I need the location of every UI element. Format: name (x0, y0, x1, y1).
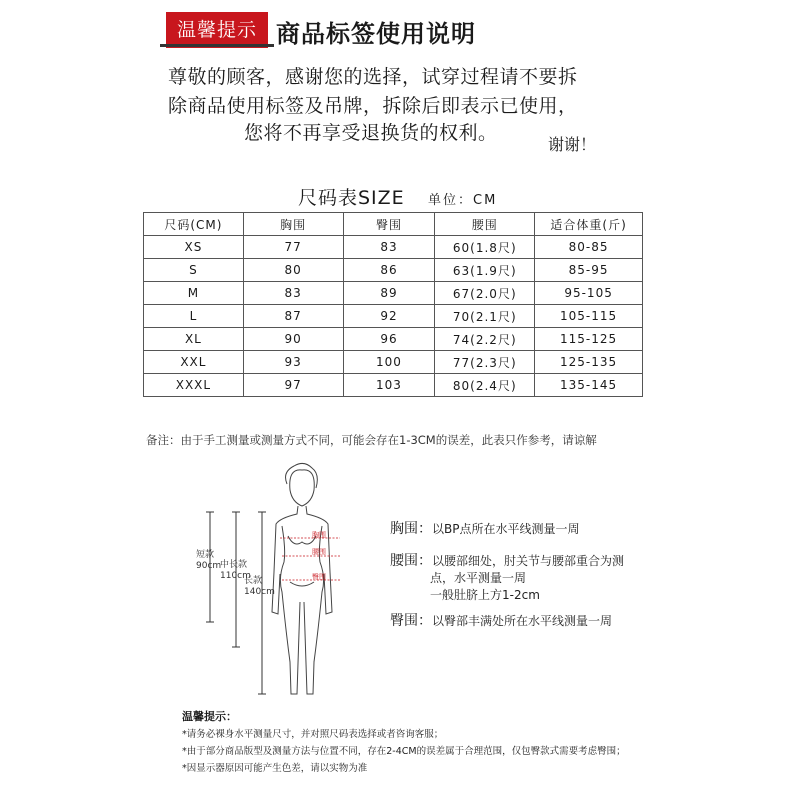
size-chart-unit: 单位：CM (428, 193, 498, 208)
legend-bust-term: 胸围： (390, 521, 432, 537)
table-row (144, 374, 643, 397)
size-chart-title: 尺码表SIZE (298, 187, 405, 209)
cell-hip: 103 (343, 374, 435, 397)
table-row (144, 259, 643, 282)
long-length-value: 140cm (244, 587, 275, 597)
short-length-name: 短款 (196, 550, 215, 560)
header-hip: 臀围 (343, 213, 435, 236)
tips-title: 温馨提示： (182, 710, 237, 723)
header-bust: 胸围 (243, 213, 343, 236)
tip-item-1: *请务必裸身水平测量尺寸，并对照尺码表选择或者咨询客服； (182, 729, 444, 740)
cell-waist: 60(1.8尺) (435, 236, 535, 259)
cell-bust: 80 (243, 259, 343, 282)
cell-bust: 97 (243, 374, 343, 397)
legend-bust (390, 518, 579, 538)
page-title: 商品标签使用说明 (276, 20, 476, 48)
legend-hip-term: 臀围： (390, 613, 432, 629)
thanks-text: 谢谢！ (548, 135, 597, 154)
table-row (144, 328, 643, 351)
cell-size: L (144, 305, 244, 328)
cell-hip: 96 (343, 328, 435, 351)
legend-hip-text: 以臀部丰满处所在水平线测量一周 (432, 614, 613, 628)
table-row (144, 305, 643, 328)
cell-waist: 77(2.3尺) (435, 351, 535, 374)
short-length-value: 90cm (196, 561, 222, 571)
cell-weight: 95-105 (535, 282, 643, 305)
cell-bust: 83 (243, 282, 343, 305)
header-size: 尺码(CM) (144, 213, 244, 236)
body-measurement-figure (190, 462, 380, 702)
table-row (144, 282, 643, 305)
cell-weight: 85-95 (535, 259, 643, 282)
badge-underline (160, 44, 274, 47)
legend-hip (390, 610, 612, 630)
notice-line-3: 您将不再享受退换货的权利。 (244, 122, 498, 144)
tip-item-3: *因显示器原因可能产生色差，请以实物为准 (182, 763, 368, 774)
cell-bust: 87 (243, 305, 343, 328)
size-table (143, 212, 643, 397)
legend-waist-term: 腰围： (390, 553, 432, 569)
notice-line-2: 除商品使用标签及吊牌，拆除后即表示已使用， (168, 95, 578, 117)
cell-waist: 74(2.2尺) (435, 328, 535, 351)
notice-line-1: 尊敬的顾客，感谢您的选择，试穿过程请不要拆 (168, 66, 578, 88)
cell-waist: 63(1.9尺) (435, 259, 535, 282)
cell-waist: 70(2.1尺) (435, 305, 535, 328)
legend-waist-text-3: 一般肚脐上方1-2cm (430, 588, 540, 602)
header-weight: 适合体重(斤) (535, 213, 643, 236)
short-length-label (196, 550, 221, 572)
cell-size: XL (144, 328, 244, 351)
tip-badge: 温馨提示 (166, 12, 268, 48)
cell-weight: 115-125 (535, 328, 643, 351)
table-row (144, 351, 643, 374)
mid-length-name: 中长款 (220, 560, 248, 570)
cell-hip: 92 (343, 305, 435, 328)
cell-weight: 80-85 (535, 236, 643, 259)
figure-label-bust: 胸围 (312, 531, 326, 539)
tip-item-2: *由于部分商品版型及测量方法与位置不同，存在2-4CM的误差属于合理范围，仅包臀款式需要考虑臀围； (182, 746, 626, 757)
legend-waist-text-1: 以腰部细处，肘关节与腰部重合为测 (432, 554, 625, 568)
cell-size: M (144, 282, 244, 305)
cell-bust: 90 (243, 328, 343, 351)
table-row (144, 236, 643, 259)
mid-length-value: 110cm (220, 571, 251, 581)
cell-weight: 135-145 (535, 374, 643, 397)
cell-hip: 100 (343, 351, 435, 374)
legend-bust-text: 以BP点所在水平线测量一周 (432, 522, 580, 536)
figure-label-hip: 臀围 (312, 573, 326, 581)
cell-size: XXL (144, 351, 244, 374)
cell-hip: 89 (343, 282, 435, 305)
cell-weight: 105-115 (535, 305, 643, 328)
cell-waist: 80(2.4尺) (435, 374, 535, 397)
size-chart-note: 备注：由于手工测量或测量方式不同，可能会存在1-3CM的误差，此表只作参考，请谅解 (146, 433, 597, 447)
header-waist: 腰围 (435, 213, 535, 236)
cell-bust: 77 (243, 236, 343, 259)
legend-waist-text-2: 点，水平测量一周 (430, 571, 527, 585)
cell-size: XS (144, 236, 244, 259)
figure-label-waist: 腰围 (312, 548, 326, 556)
cell-size: S (144, 259, 244, 282)
table-header-row (144, 213, 643, 236)
cell-waist: 67(2.0尺) (435, 282, 535, 305)
cell-bust: 93 (243, 351, 343, 374)
cell-hip: 83 (343, 236, 435, 259)
cell-hip: 86 (343, 259, 435, 282)
cell-size: XXXL (144, 374, 244, 397)
cell-weight: 125-135 (535, 351, 643, 374)
legend-waist (390, 550, 624, 604)
long-length-name: 长款 (244, 576, 263, 586)
long-length-label (244, 576, 275, 598)
